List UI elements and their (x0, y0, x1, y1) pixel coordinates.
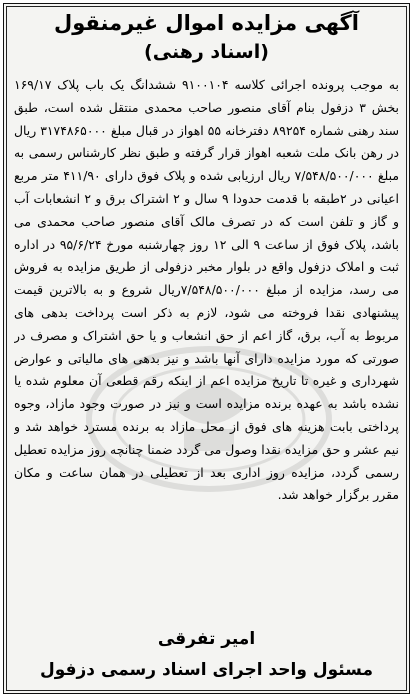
notice-frame (3, 3, 410, 694)
notice-subtitle: (اسناد رهنی) (144, 41, 269, 63)
notice-title: آگهی مزایده اموال غیرمنقول (54, 11, 359, 35)
signer-title: مسئول واحد اجرای اسناد رسمی دزفول (39, 660, 374, 680)
signer-name: امیر تفرقی (157, 629, 256, 649)
notice-body: به موجب پرونده اجرائی کلاسه ۹۱۰۰۱۰۴ ششدانگ یک باب پلاک ۱۶۹/۱۷ بخش ۳ دزفول بنام آقای منصور صاحب محمدی منتقل شده است، طبق سند رهنی شماره ۸۹۲۵۴ دفترخانه ۵۵ اهواز در قبال مبلغ ۳۱۷۴۸۶۵۰۰۰ ریال در رهن بانک ملت شعبه اهواز قرار گرفته و طبق نظر کارشناس رسمی به مبلغ ۷/۵۴۸/۵۰۰/۰۰۰ ریال ارزیابی شده و پلاک فوق دارای ۴۱۱/۹۰ متر مربع اعیانی در ۲طبقه با قدمت حدودا ۹ سال و ۲ اشتراک برق و ۲ انشعابات آب و گاز و تلفن است که در تصرف مالک آقای منصور صاحب محمدی می باشد، پلاک فوق از ساعت ۹ الی ۱۲ روز چهارشنبه مورخ ۹۵/۶/۲۴ در اداره ثبت و املاک دزفول واقع در بلوار مخبر دزفولی از طریق مزایده به فروش می رسد، مزایده از مبلغ ۷/۵۴۸/۵۰۰/۰۰۰ریال شروع و به بالاترین قیمت پیشنهادی نقدا فروخته می شود، لازم به ذکر است پرداخت بدهی های مربوط به آب، برق، گاز اعم از حق انشعاب و یا حق اشتراک و مصرف در صورتی که مورد مزایده دارای آنها باشد و نیز بدهی های مالیاتی و عوارض شهرداری و غیره تا تاریخ مزایده اعم از اینکه رقم قطعی آن معلوم شده یا نشده باشد به عهده برنده مزایده است و نیز در صورت وجود مازاد، وجوه پرداختی بابت هزینه های فوق از محل مازاد به برنده مسترد خواهد شد و نیم عشر و حق مزایده نقدا وصول می گردد ضمنا چنانچه روز مزایده تعطیل رسمی گردد، مزایده روز اداری بعد از تعطیلی در همان ساعت و مکان مقرر برگزار خواهد شد. (14, 77, 399, 503)
